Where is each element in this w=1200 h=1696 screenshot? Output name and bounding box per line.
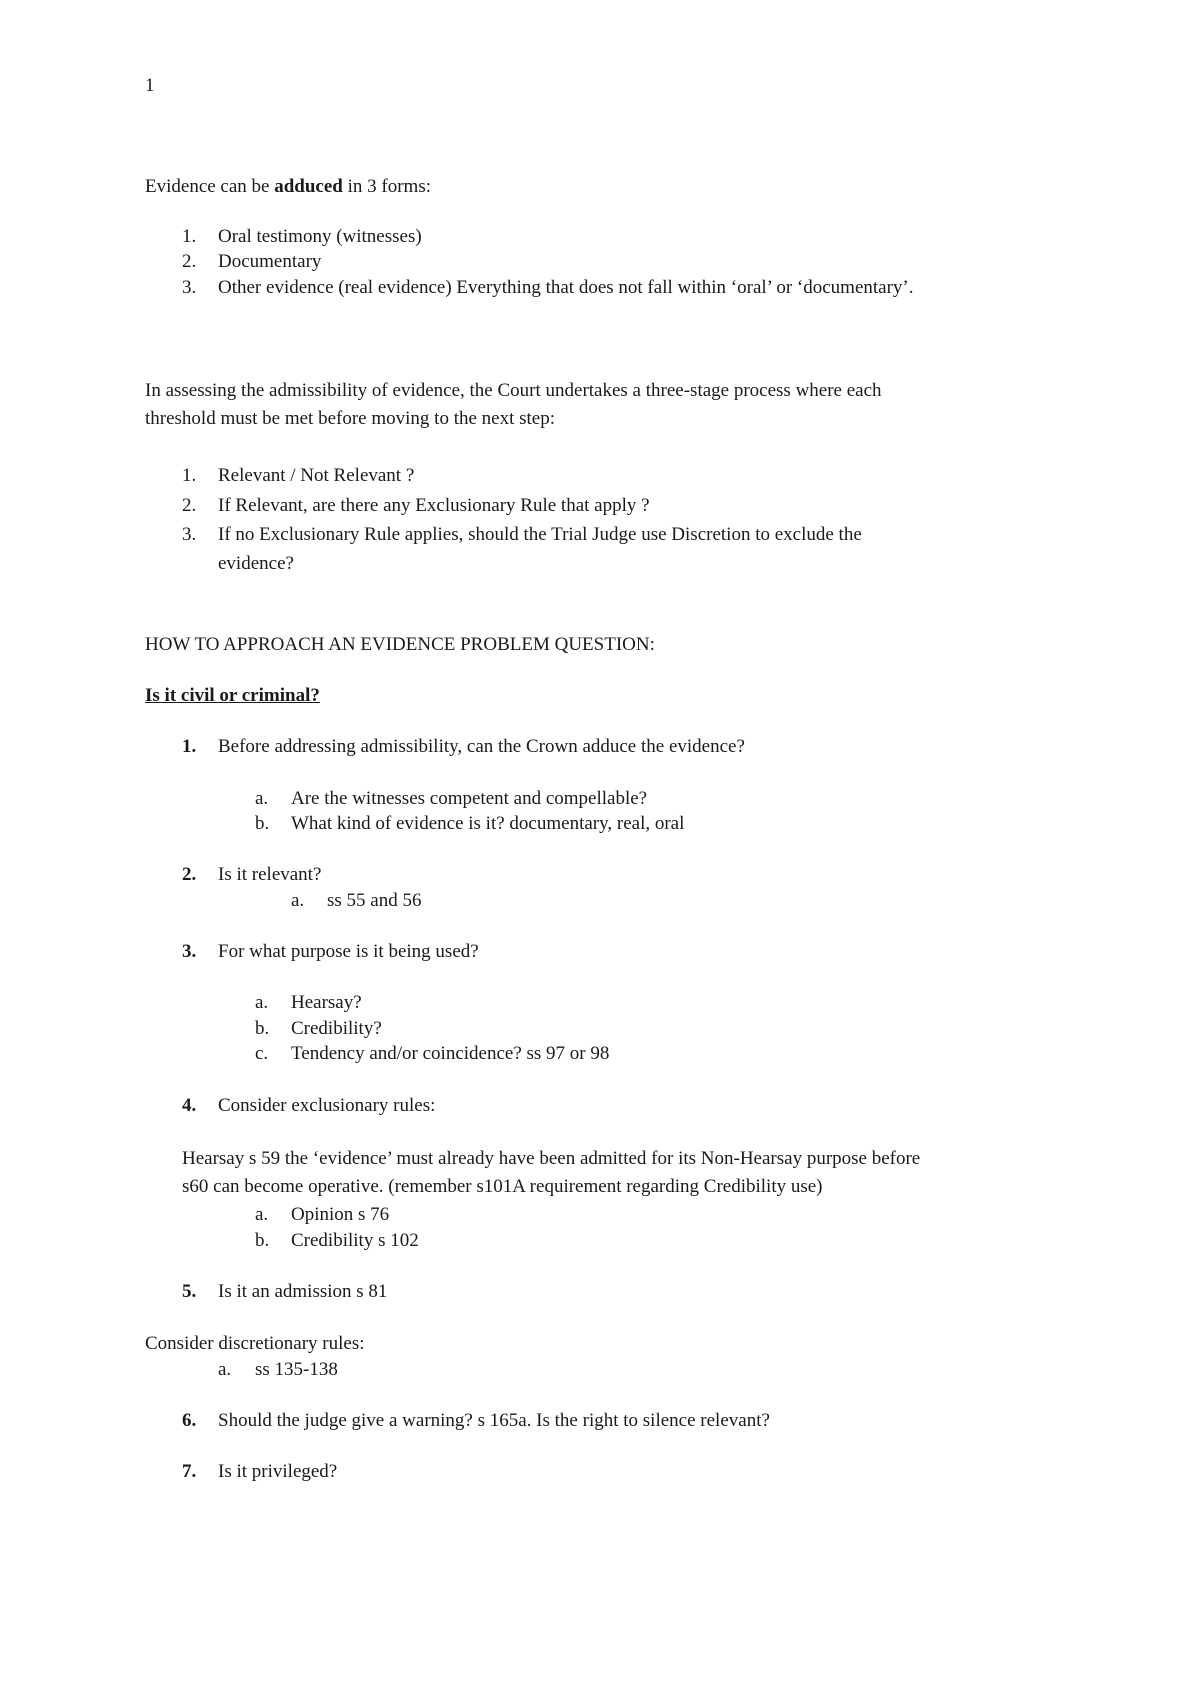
step-number: 5. (182, 1281, 197, 1302)
forms-intro-bold: adduced (274, 176, 343, 197)
step-text: Should the judge give a warning? s 165a. Is the right to silence relevant? (218, 1410, 770, 1431)
sub-item: Are the witnesses competent and compellable? (291, 788, 648, 809)
sub-item: Credibility s 102 (291, 1230, 419, 1251)
sub-item-letter: a. (255, 788, 269, 809)
step-number: 7. (182, 1461, 197, 1482)
list-item: Oral testimony (witnesses) (218, 226, 422, 247)
sub-item-letter: c. (255, 1043, 269, 1064)
step-text: Consider exclusionary rules: (218, 1095, 436, 1116)
sub-item-letter: b. (255, 1018, 270, 1039)
list-item: Relevant / Not Relevant ? (218, 465, 415, 486)
hearsay-paragraph-line2: s60 can become operative. (remember s101A requirement regarding Credibility use) (182, 1176, 823, 1197)
sub-item: Opinion s 76 (291, 1204, 390, 1225)
sub-item-letter: a. (218, 1359, 232, 1380)
page-number: 1 (145, 75, 155, 96)
list-item-number: 2. (182, 251, 197, 272)
step-number: 3. (182, 941, 197, 962)
step-text: Is it privileged? (218, 1461, 338, 1482)
sub-item-letter: b. (255, 813, 270, 834)
sub-item: Credibility? (291, 1018, 382, 1039)
forms-intro-pre: Evidence can be (145, 176, 275, 197)
sub-item-letter: a. (255, 1204, 269, 1225)
sub-item-letter: b. (255, 1230, 270, 1251)
forms-intro (145, 174, 431, 200)
step-number: 6. (182, 1410, 197, 1431)
step-text: For what purpose is it being used? (218, 941, 479, 962)
step-number: 1. (182, 736, 197, 757)
list-item: Other evidence (real evidence) Everything that does not fall within ‘oral’ or ‘documentary’. (218, 277, 914, 298)
admissibility-paragraph-line2: threshold must be met before moving to the next step: (145, 408, 556, 429)
step-number: 2. (182, 864, 197, 885)
list-item-continuation: evidence? (218, 553, 294, 574)
list-item: If Relevant, are there any Exclusionary Rule that apply ? (218, 495, 650, 516)
list-item: If no Exclusionary Rule applies, should the Trial Judge use Discretion to exclude the (218, 524, 862, 545)
step-text: Is it an admission s 81 (218, 1281, 388, 1302)
section-heading: HOW TO APPROACH AN EVIDENCE PROBLEM QUESTION: (145, 634, 655, 655)
list-item-number: 1. (182, 465, 197, 486)
discretionary-rules: Consider discretionary rules: (145, 1333, 365, 1354)
hearsay-paragraph-line1: Hearsay s 59 the ‘evidence’ must already have been admitted for its Non-Hearsay purpose before (182, 1148, 921, 1169)
sub-item-letter: a. (255, 992, 269, 1013)
step-number: 4. (182, 1095, 197, 1116)
step-text: Before addressing admissibility, can the Crown adduce the evidence? (218, 736, 745, 757)
step-text: Is it relevant? (218, 864, 322, 885)
list-item-number: 3. (182, 277, 197, 298)
sub-item: Hearsay? (291, 992, 362, 1013)
sub-item: ss 135-138 (255, 1359, 338, 1380)
sub-item-letter: a. (291, 890, 305, 911)
list-item-number: 2. (182, 495, 197, 516)
section-subheading (145, 683, 320, 709)
forms-intro-post: in 3 forms: (342, 176, 432, 197)
list-item-number: 3. (182, 524, 197, 545)
sub-item: What kind of evidence is it? documentary, real, oral (291, 813, 685, 834)
list-item-number: 1. (182, 226, 197, 247)
sub-item: ss 55 and 56 (327, 890, 422, 911)
subheading-text: Is it civil or criminal? (145, 685, 320, 706)
admissibility-paragraph-line1: In assessing the admissibility of evidence, the Court undertakes a three-stage process where each (145, 380, 882, 401)
list-item: Documentary (218, 251, 322, 272)
sub-item: Tendency and/or coincidence? ss 97 or 98 (291, 1043, 610, 1064)
